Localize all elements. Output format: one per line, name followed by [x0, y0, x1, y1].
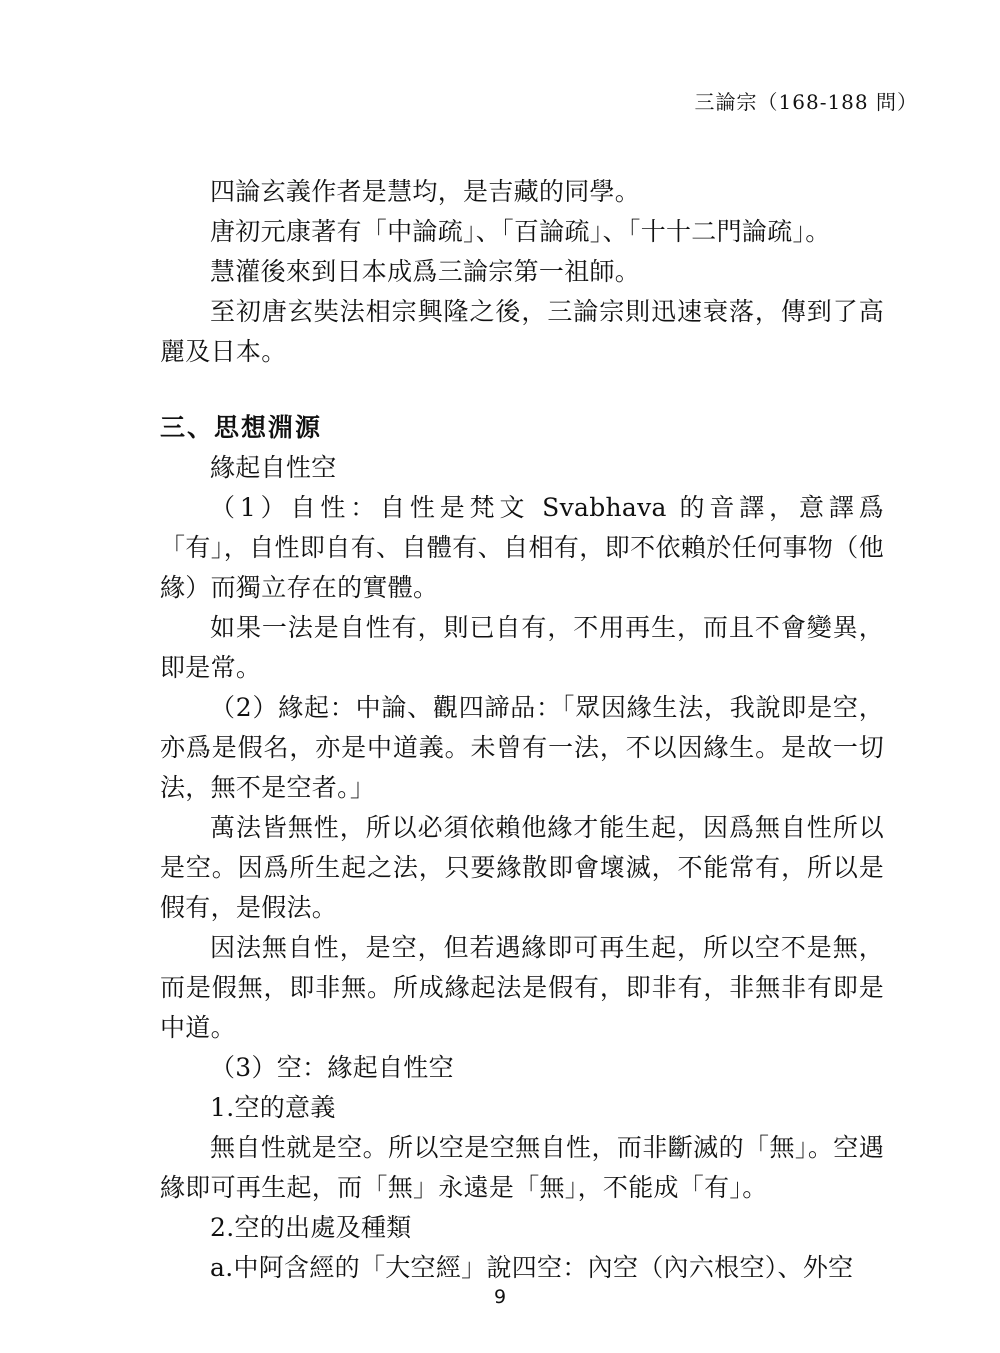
paragraph: 無自性就是空。所以空是空無自性，而非斷滅的「無」。空遇緣即可再生起，而「無」永遠是「無」，不能成「有」。	[160, 1133, 884, 1202]
paragraph: 四論玄義作者是慧均，是吉藏的同學。	[210, 177, 641, 206]
paragraph: 萬法皆無性，所以必須依賴他緣才能生起，因爲無自性所以是空。因爲所生起之法，只要緣散即會壞滅，不能常有，所以是假有，是假法。	[160, 813, 884, 922]
paragraph: （1）自性：自性是梵文 Svabhava 的音譯，意譯爲「有」，自性即自有、自體有、自相有，即不依賴於任何事物（他緣）而獨立存在的實體。	[160, 493, 884, 602]
running-header: 三論宗（168-188 問）	[694, 90, 918, 114]
paragraph: （2）緣起：中論、觀四諦品：「眾因緣生法，我說即是空，亦爲是假名，亦是中道義。未曾有一法，不以因緣生。是故一切法，無不是空者。」	[160, 693, 884, 802]
paragraph: 唐初元康著有「中論疏」、「百論疏」、「十十二門論疏」。	[210, 217, 831, 246]
section-spacer	[160, 372, 884, 408]
page-number: 9	[493, 1286, 507, 1308]
paragraph: 如果一法是自性有，則已自有，不用再生，而且不會變異，即是常。	[160, 613, 884, 682]
paragraph: a.中阿含經的「大空經」說四空：內空（內六根空）、外空	[210, 1253, 854, 1282]
paragraph: 因法無自性，是空，但若遇緣即可再生起，所以空不是無，而是假無，即非無。所成緣起法是假有，即非有，非無非有即是中道。	[160, 933, 884, 1042]
section-heading: 三、思想淵源	[160, 413, 323, 442]
page-body	[160, 172, 884, 1288]
paragraph: 2.空的出處及種類	[210, 1213, 412, 1242]
paragraph: （3）空：緣起自性空	[210, 1053, 454, 1082]
paragraph: 慧灌後來到日本成爲三論宗第一祖師。	[210, 257, 641, 286]
paragraph: 緣起自性空	[210, 453, 337, 482]
paragraph: 1.空的意義	[210, 1093, 336, 1122]
paragraph: 至初唐玄奘法相宗興隆之後，三論宗則迅速衰落，傳到了高麗及日本。	[160, 297, 884, 366]
